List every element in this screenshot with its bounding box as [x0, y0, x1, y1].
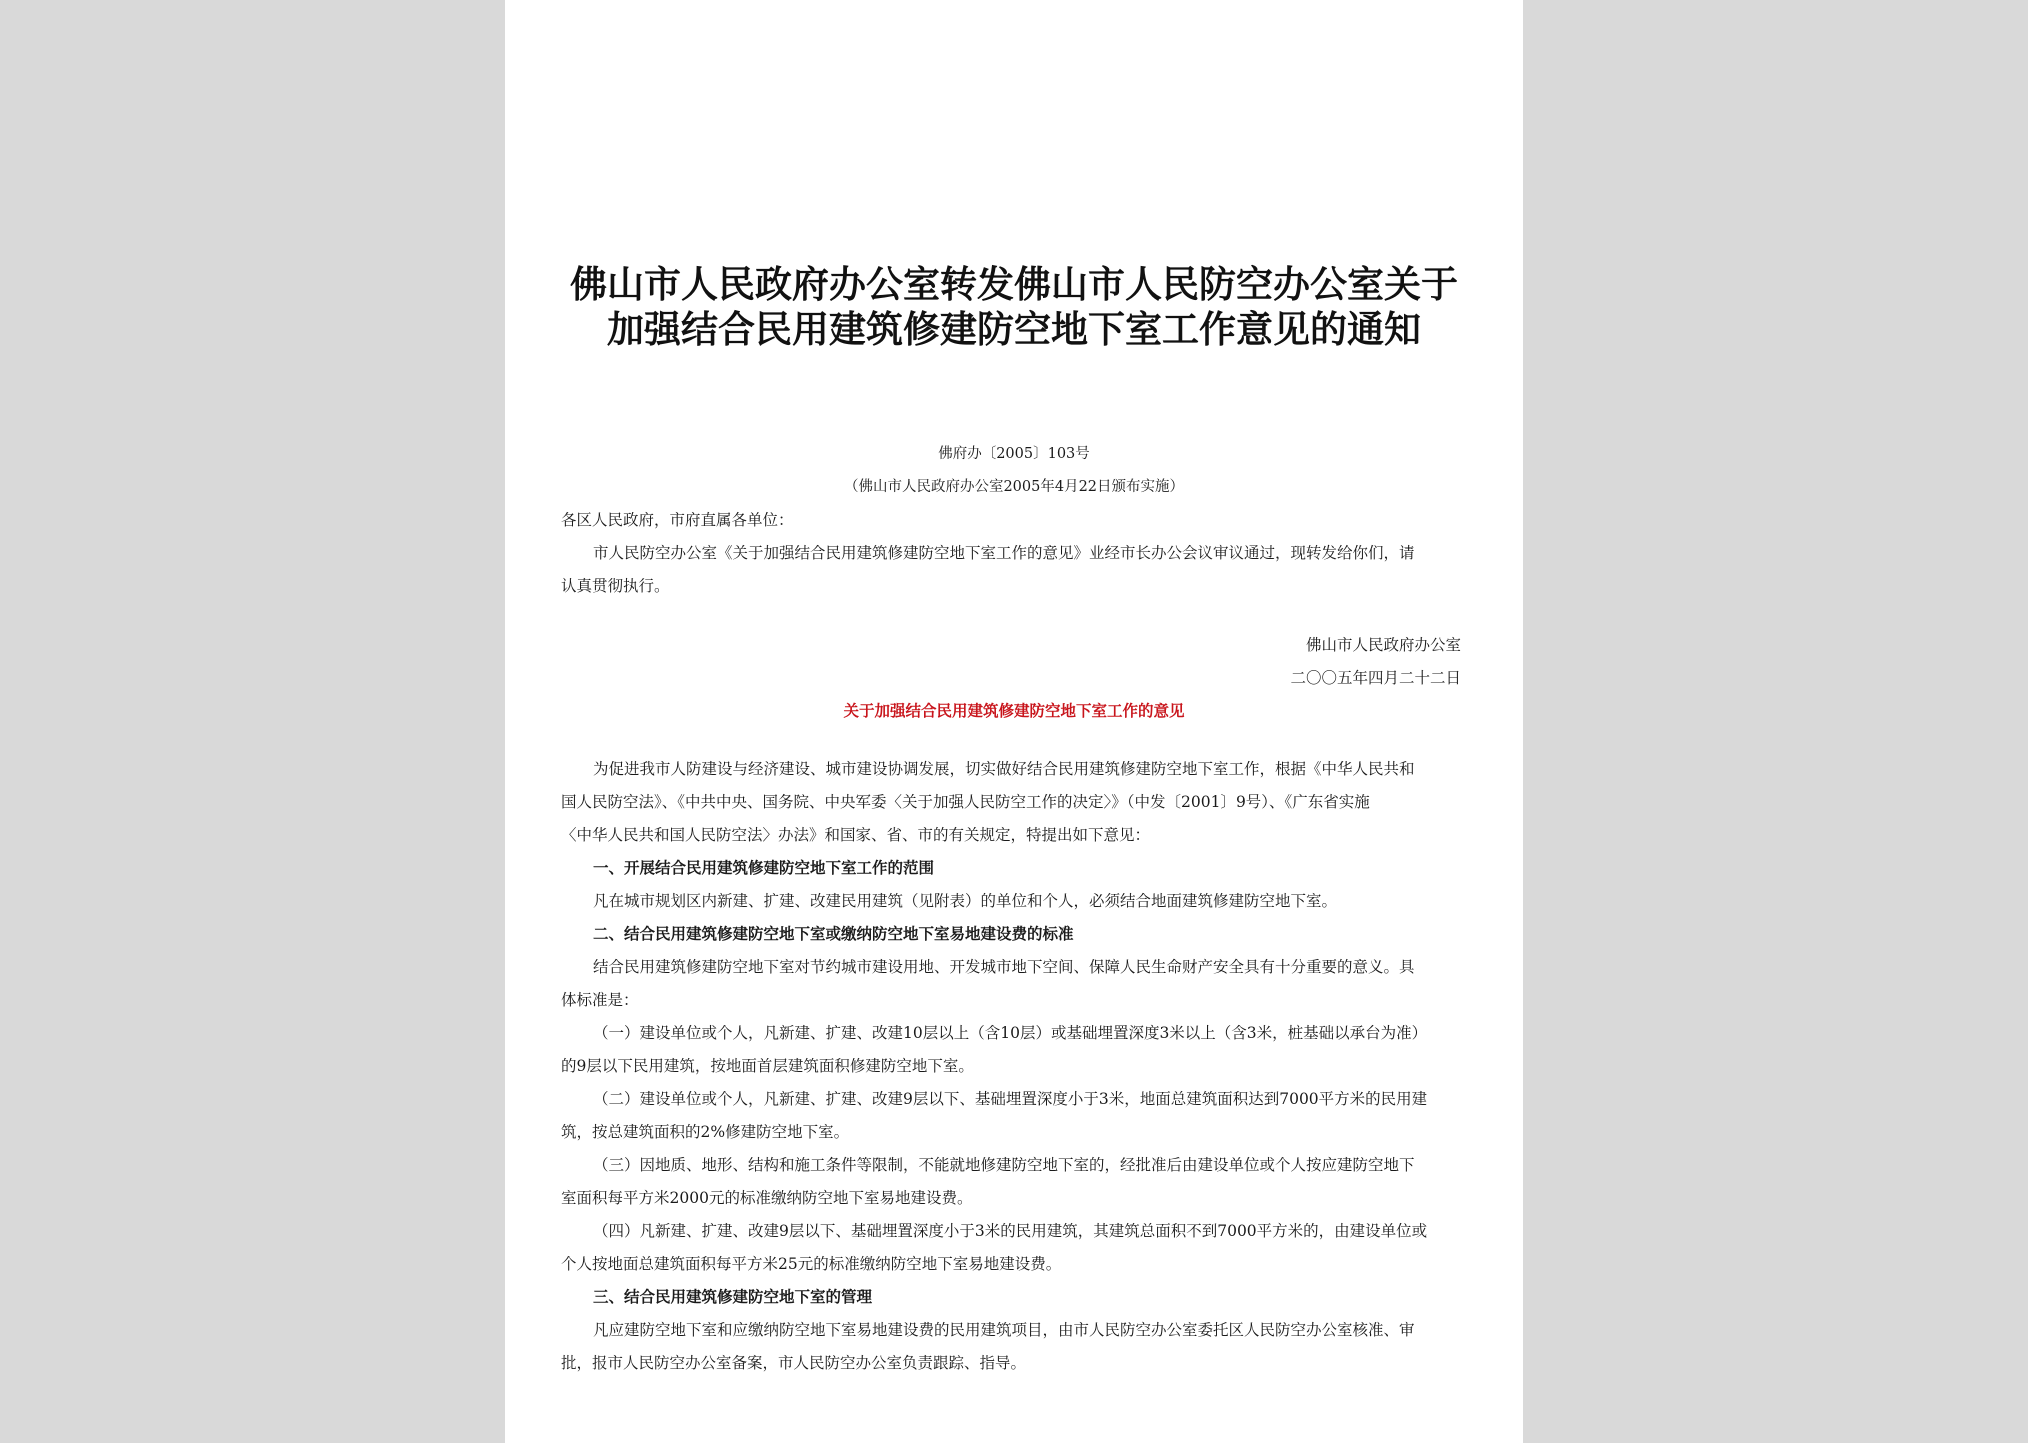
addressee: 各区人民政府，市府直属各单位：	[561, 511, 794, 529]
section-2-intro-line-2: 体标准是：	[561, 991, 639, 1009]
item-2-line-1: （二）建设单位或个人，凡新建、扩建、改建9层以下、基础埋置深度小于3米，地面总建筑面积达到7000平方米的民用建	[593, 1090, 1428, 1108]
document-page	[505, 0, 1523, 1443]
document-title	[505, 262, 1523, 352]
preamble-line-2: 国人民防空法》、《中共中央、国务院、中央军委〈关于加强人民防空工作的决定〉》（中发〔2001〕9号）、《广东省实施	[561, 793, 1370, 811]
item-3-line-2: 室面积每平方米2000元的标准缴纳防空地下室易地建设费。	[561, 1189, 973, 1207]
section-1-text: 凡在城市规划区内新建、扩建、改建民用建筑（见附表）的单位和个人，必须结合地面建筑修建防空地下室。	[593, 892, 1338, 910]
section-3-heading: 三、结合民用建筑修建防空地下室的管理	[593, 1287, 873, 1306]
section-2-heading: 二、结合民用建筑修建防空地下室或缴纳防空地下室易地建设费的标准	[593, 924, 1074, 943]
item-2-line-2: 筑，按总建筑面积的2%修建防空地下室。	[561, 1123, 850, 1141]
opinion-title: 关于加强结合民用建筑修建防空地下室工作的意见	[843, 701, 1185, 720]
item-3-line-1: （三）因地质、地形、结构和施工条件等限制，不能就地修建防空地下室的，经批准后由建设单位或个人按应建防空地下	[593, 1156, 1415, 1174]
section-1-heading: 一、开展结合民用建筑修建防空地下室工作的范围	[593, 858, 935, 877]
item-4-line-1: （四）凡新建、扩建、改建9层以下、基础埋置深度小于3米的民用建筑，其建筑总面积不到7000平方米的，由建设单位或	[593, 1222, 1428, 1240]
doc-number: 佛府办〔2005〕103号	[938, 446, 1090, 462]
signature-office: 佛山市人民政府办公室	[1305, 636, 1461, 654]
title-line-2: 加强结合民用建筑修建防空地下室工作意见的通知	[607, 307, 1421, 351]
preamble-line-1: 为促进我市人防建设与经济建设、城市建设协调发展，切实做好结合民用建筑修建防空地下室工作，根据《中华人民共和	[593, 760, 1415, 778]
title-line-1: 佛山市人民政府办公室转发佛山市人民防空办公室关于	[570, 262, 1458, 306]
item-1-line-1: （一）建设单位或个人，凡新建、扩建、改建10层以上（含10层）或基础埋置深度3米以上（含3米，桩基础以承台为准）	[593, 1024, 1428, 1042]
section-3-line-2: 批，报市人民防空办公室备案，市人民防空办公室负责跟踪、指导。	[561, 1354, 1027, 1372]
issue-note: （佛山市人民政府办公室2005年4月22日颁布实施）	[843, 479, 1185, 495]
item-4-line-2: 个人按地面总建筑面积每平方米25元的标准缴纳防空地下室易地建设费。	[561, 1255, 1062, 1273]
section-2-intro-line-1: 结合民用建筑修建防空地下室对节约城市建设用地、开发城市地下空间、保障人民生命财产安全具有十分重要的意义。具	[593, 958, 1415, 976]
intro-line-2: 认真贯彻执行。	[561, 577, 670, 595]
section-3-line-1: 凡应建防空地下室和应缴纳防空地下室易地建设费的民用建筑项目，由市人民防空办公室委托区人民防空办公室核准、审	[593, 1321, 1415, 1339]
preamble-line-3: 〈中华人民共和国人民防空法〉办法》和国家、省、市的有关规定，特提出如下意见：	[561, 826, 1151, 844]
intro-line-1: 市人民防空办公室《关于加强结合民用建筑修建防空地下室工作的意见》业经市长办公会议审议通过，现转发给你们，请	[593, 544, 1415, 562]
item-1-line-2: 的9层以下民用建筑，按地面首层建筑面积修建防空地下室。	[561, 1057, 974, 1075]
signature-date: 二〇〇五年四月二十二日	[1290, 669, 1461, 687]
